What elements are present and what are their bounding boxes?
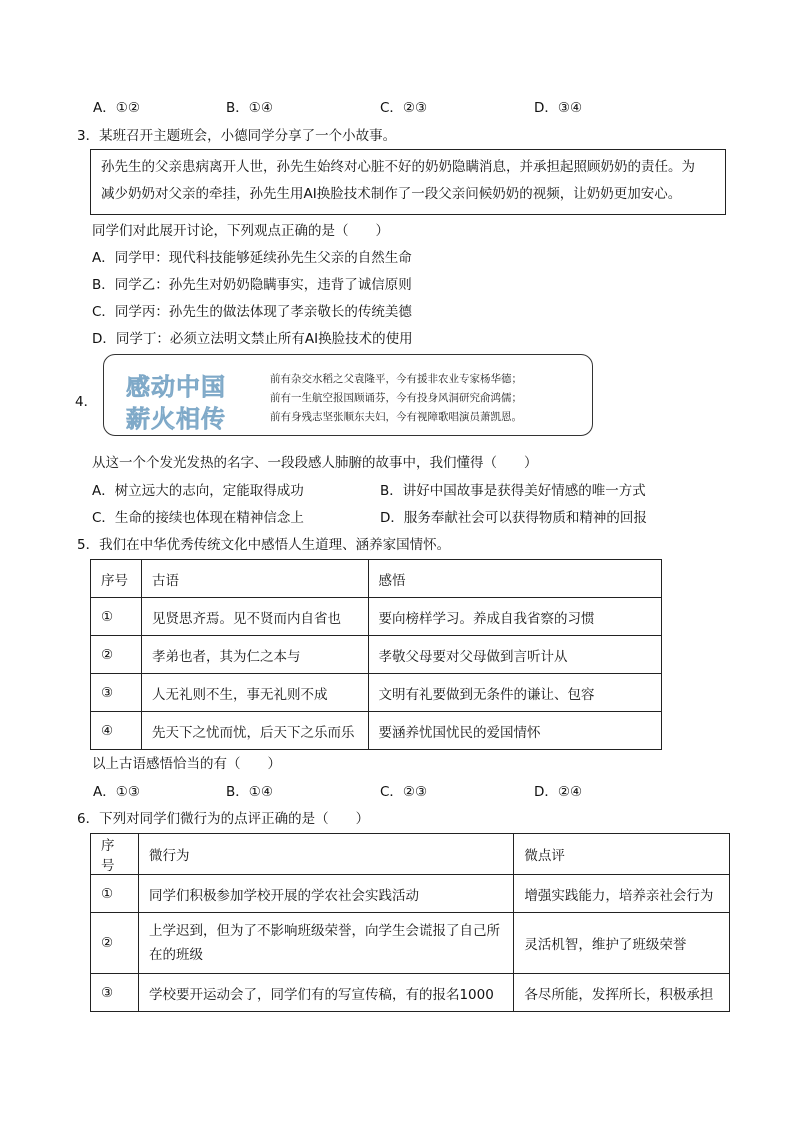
table-cell: ③ bbox=[91, 974, 139, 1012]
table-cell: 灵活机智，维护了班级荣誉 bbox=[514, 913, 730, 974]
table-row bbox=[91, 636, 662, 674]
table-row bbox=[91, 974, 730, 1012]
table-cell: 孝敬父母要对父母做到言听计从 bbox=[368, 636, 661, 674]
table-row bbox=[91, 674, 662, 712]
table-row bbox=[91, 875, 730, 913]
q6-table bbox=[90, 833, 730, 1012]
header-cell: 序号 bbox=[91, 560, 142, 598]
q4-option-c[interactable]: C．生命的接续也体现在精神信念上 bbox=[92, 510, 304, 526]
q5-table bbox=[90, 559, 662, 750]
banner-title-2: 薪火相传 bbox=[126, 405, 226, 433]
q5-prompt: 以上古语感悟恰当的有（ ） bbox=[92, 756, 281, 772]
q3-story-line-2: 减少奶奶对父亲的牵挂，孙先生用AI换脸技术制作了一段父亲问候奶奶的视频，让奶奶更加安心。 bbox=[101, 186, 682, 202]
table-header-row bbox=[91, 834, 730, 875]
table-row bbox=[91, 913, 730, 974]
q2-option-b[interactable]: B．①④ bbox=[226, 100, 273, 116]
q3-option-c[interactable]: C．同学丙：孙先生的做法体现了孝亲敬长的传统美德 bbox=[92, 304, 412, 320]
q4-number: 4． bbox=[75, 394, 98, 410]
table-cell: ② bbox=[91, 913, 139, 974]
header-cell: 微行为 bbox=[138, 834, 513, 875]
q5-option-c[interactable]: C．②③ bbox=[380, 784, 428, 800]
q3-option-b[interactable]: B．同学乙：孙先生对奶奶隐瞒事实，违背了诚信原则 bbox=[92, 277, 412, 293]
table-row bbox=[91, 598, 662, 636]
table-cell: 人无礼则不生，事无礼则不成 bbox=[141, 674, 368, 712]
header-cell: 微点评 bbox=[514, 834, 730, 875]
q5-option-a[interactable]: A．①③ bbox=[93, 784, 140, 800]
header-cell: 感悟 bbox=[368, 560, 661, 598]
banner-line-3: 前有身残志坚张顺东夫妇，今有视障歌唱演员萧凯恩。 bbox=[270, 411, 522, 423]
table-cell: 上学迟到，但为了不影响班级荣誉，向学生会谎报了自己所在的班级 bbox=[138, 913, 513, 974]
table-cell: 见贤思齐焉。见不贤而内自省也 bbox=[141, 598, 368, 636]
q6-stem: 6．下列对同学们微行为的点评正确的是（ ） bbox=[77, 811, 370, 827]
q3-option-a[interactable]: A．同学甲：现代科技能够延续孙先生父亲的自然生命 bbox=[92, 250, 412, 266]
table-cell: ① bbox=[91, 598, 142, 636]
header-cell: 序号 bbox=[91, 834, 139, 875]
q5-option-d[interactable]: D．②④ bbox=[534, 784, 583, 800]
table-cell: ② bbox=[91, 636, 142, 674]
table-row bbox=[91, 712, 662, 750]
q4-option-d[interactable]: D．服务奉献社会可以获得物质和精神的回报 bbox=[380, 510, 647, 526]
table-cell: 增强实践能力，培养亲社会行为 bbox=[514, 875, 730, 913]
banner-title-1: 感动中国 bbox=[126, 373, 226, 401]
q3-story-box bbox=[90, 149, 726, 215]
q4-prompt: 从这一个个发光发热的名字、一段段感人肺腑的故事中，我们懂得（ ） bbox=[92, 455, 538, 471]
q2-option-d[interactable]: D．③④ bbox=[534, 100, 583, 116]
header-cell: 古语 bbox=[141, 560, 368, 598]
table-cell: 先天下之忧而忧，后天下之乐而乐 bbox=[141, 712, 368, 750]
q5-option-b[interactable]: B．①④ bbox=[226, 784, 273, 800]
q4-option-a[interactable]: A．树立远大的志向，定能取得成功 bbox=[92, 483, 304, 499]
q3-stem: 3．某班召开主题班会，小德同学分享了一个小故事。 bbox=[77, 128, 397, 144]
table-cell: 各尽所能，发挥所长，积极承担 bbox=[514, 974, 730, 1012]
banner-line-2: 前有一生航空报国顾诵芬，今有投身风洞研究俞鸿儒； bbox=[270, 392, 522, 404]
table-cell: 文明有礼要做到无条件的谦让、包容 bbox=[368, 674, 661, 712]
q4-banner bbox=[103, 354, 593, 436]
table-cell: 学校要开运动会了，同学们有的写宣传稿，有的报名1000 bbox=[138, 974, 513, 1012]
table-cell: 同学们积极参加学校开展的学农社会实践活动 bbox=[138, 875, 513, 913]
table-cell: 孝弟也者，其为仁之本与 bbox=[141, 636, 368, 674]
table-cell: ③ bbox=[91, 674, 142, 712]
table-cell: ① bbox=[91, 875, 139, 913]
q4-option-b[interactable]: B．讲好中国故事是获得美好情感的唯一方式 bbox=[380, 483, 646, 499]
q3-story-line-1: 孙先生的父亲患病离开人世，孙先生始终对心脏不好的奶奶隐瞒消息，并承担起照顾奶奶的责任。为 bbox=[101, 159, 695, 175]
banner-line-1: 前有杂交水稻之父袁隆平，今有援非农业专家杨华德； bbox=[270, 373, 522, 385]
table-cell: 要向榜样学习。养成自我省察的习惯 bbox=[368, 598, 661, 636]
table-cell: ④ bbox=[91, 712, 142, 750]
table-header-row bbox=[91, 560, 662, 598]
q2-option-a[interactable]: A．①② bbox=[93, 100, 140, 116]
table-cell: 要涵养忧国忧民的爱国情怀 bbox=[368, 712, 661, 750]
q3-prompt: 同学们对此展开讨论，下列观点正确的是（ ） bbox=[92, 223, 389, 239]
q5-stem: 5．我们在中华优秀传统文化中感悟人生道理、涵养家国情怀。 bbox=[77, 537, 451, 553]
q3-option-d[interactable]: D．同学丁：必须立法明文禁止所有AI换脸技术的使用 bbox=[92, 331, 413, 347]
q2-option-c[interactable]: C．②③ bbox=[380, 100, 428, 116]
